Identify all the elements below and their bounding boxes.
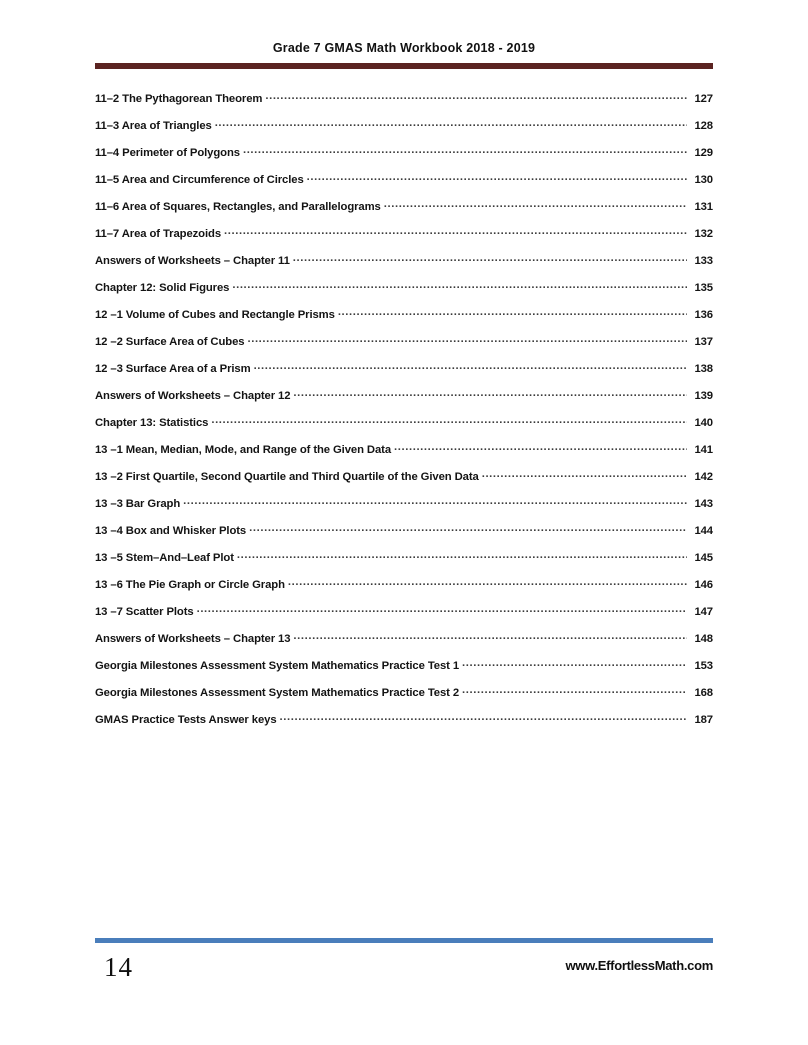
toc-entry-label: Chapter 13: Statistics: [95, 417, 209, 429]
toc-entry-label: 11–7 Area of Trapezoids: [95, 228, 221, 240]
toc-entry[interactable]: [95, 467, 713, 494]
toc-entry-page-number: 139: [694, 390, 713, 402]
toc-entry-label: 11–4 Perimeter of Polygons: [95, 147, 240, 159]
toc-entry-page-number: 153: [694, 660, 713, 672]
toc-entry-page-number: 135: [694, 282, 713, 294]
toc-entry[interactable]: [95, 305, 713, 332]
footer-divider-rule: [95, 938, 713, 943]
toc-entry[interactable]: [95, 359, 713, 386]
page-footer: [95, 938, 713, 987]
toc-leader-dots: [265, 89, 687, 102]
toc-leader-dots: [462, 656, 687, 669]
toc-entry[interactable]: [95, 575, 713, 602]
toc-leader-dots: [293, 386, 687, 399]
toc-leader-dots: [232, 278, 687, 291]
toc-entry-page-number: 142: [694, 471, 713, 483]
toc-entry-page-number: 141: [694, 444, 713, 456]
toc-leader-dots: [394, 440, 687, 453]
toc-entry-page-number: 144: [694, 525, 713, 537]
toc-entry-label: 11–3 Area of Triangles: [95, 120, 212, 132]
toc-entry[interactable]: [95, 197, 713, 224]
toc-entry[interactable]: [95, 521, 713, 548]
toc-entry-label: Answers of Worksheets – Chapter 13: [95, 633, 291, 645]
toc-entry-page-number: 137: [694, 336, 713, 348]
toc-entry-label: Georgia Milestones Assessment System Mathematics Practice Test 2: [95, 687, 460, 699]
toc-leader-dots: [482, 467, 687, 480]
toc-entry[interactable]: [95, 143, 713, 170]
toc-entry[interactable]: [95, 386, 713, 413]
toc-entry[interactable]: [95, 656, 713, 683]
toc-leader-dots: [237, 548, 687, 561]
toc-entry-label: 13 –1 Mean, Median, Mode, and Range of the Given Data: [95, 444, 392, 456]
toc-entry-label: 13 –5 Stem–And–Leaf Plot: [95, 552, 234, 564]
toc-entry-page-number: 168: [694, 687, 713, 699]
toc-entry[interactable]: [95, 629, 713, 656]
toc-entry[interactable]: [95, 332, 713, 359]
toc-entry[interactable]: [95, 710, 713, 737]
toc-entry[interactable]: [95, 278, 713, 305]
toc-entry-label: 13 –4 Box and Whisker Plots: [95, 525, 247, 537]
toc-entry-page-number: 129: [694, 147, 713, 159]
toc-entry-page-number: 136: [694, 309, 713, 321]
toc-entry-page-number: 128: [694, 120, 713, 132]
page-number: 14: [104, 952, 133, 982]
toc-entry-page-number: 138: [694, 363, 713, 375]
toc-entry-label: Answers of Worksheets – Chapter 11: [95, 255, 290, 267]
toc-entry-page-number: 130: [694, 174, 713, 186]
toc-leader-dots: [384, 197, 687, 210]
toc-entry[interactable]: [95, 683, 713, 710]
toc-leader-dots: [224, 224, 687, 237]
toc-entry-page-number: 132: [694, 228, 713, 240]
toc-leader-dots: [293, 251, 687, 264]
toc-entry-page-number: 187: [694, 714, 713, 726]
toc-entry[interactable]: [95, 89, 713, 116]
toc-leader-dots: [243, 143, 687, 156]
page-header: [95, 40, 713, 69]
toc-entry-label: 13 –6 The Pie Graph or Circle Graph: [95, 579, 285, 591]
toc-entry-page-number: 147: [694, 606, 713, 618]
toc-entry[interactable]: [95, 413, 713, 440]
toc-entry-label: 12 –1 Volume of Cubes and Rectangle Prisms: [95, 309, 335, 321]
toc-leader-dots: [280, 710, 687, 723]
toc-entry-label: 11–5 Area and Circumference of Circles: [95, 174, 304, 186]
toc-entry[interactable]: [95, 224, 713, 251]
toc-entry-label: 11–6 Area of Squares, Rectangles, and Parallelograms: [95, 201, 381, 213]
toc-entry-page-number: 146: [694, 579, 713, 591]
toc-entry[interactable]: [95, 602, 713, 629]
toc-entry-page-number: 140: [694, 417, 713, 429]
header-divider-rule: [95, 63, 713, 69]
toc-entry[interactable]: [95, 116, 713, 143]
toc-leader-dots: [197, 602, 687, 615]
toc-entry-label: Chapter 12: Solid Figures: [95, 282, 230, 294]
toc-entry-label: 12 –3 Surface Area of a Prism: [95, 363, 251, 375]
toc-entry[interactable]: [95, 548, 713, 575]
toc-entry-label: 11–2 The Pythagorean Theorem: [95, 93, 263, 105]
toc-leader-dots: [254, 359, 687, 372]
toc-leader-dots: [183, 494, 687, 507]
toc-entry-label: GMAS Practice Tests Answer keys: [95, 714, 277, 726]
table-of-contents: [95, 89, 713, 737]
toc-leader-dots: [307, 170, 687, 183]
toc-entry-label: 13 –7 Scatter Plots: [95, 606, 194, 618]
toc-entry-label: Answers of Worksheets – Chapter 12: [95, 390, 291, 402]
toc-entry-label: 13 –3 Bar Graph: [95, 498, 181, 510]
toc-leader-dots: [338, 305, 687, 318]
website-url[interactable]: www.EffortlessMath.com: [565, 958, 713, 973]
toc-entry[interactable]: [95, 440, 713, 467]
toc-entry-page-number: 148: [694, 633, 713, 645]
toc-entry-label: 12 –2 Surface Area of Cubes: [95, 336, 245, 348]
toc-entry[interactable]: [95, 170, 713, 197]
toc-entry-page-number: 127: [694, 93, 713, 105]
toc-leader-dots: [211, 413, 687, 426]
toc-entry-label: 13 –2 First Quartile, Second Quartile and Third Quartile of the Given Data: [95, 471, 479, 483]
toc-leader-dots: [215, 116, 687, 129]
toc-entry-label: Georgia Milestones Assessment System Mathematics Practice Test 1: [95, 660, 460, 672]
toc-entry-page-number: 143: [694, 498, 713, 510]
toc-entry[interactable]: [95, 251, 713, 278]
running-head-title: Grade 7 GMAS Math Workbook 2018 - 2019: [272, 41, 536, 55]
toc-entry[interactable]: [95, 494, 713, 521]
toc-entry-page-number: 145: [694, 552, 713, 564]
toc-leader-dots: [247, 332, 687, 345]
toc-leader-dots: [293, 629, 687, 642]
toc-entry-page-number: 131: [694, 201, 713, 213]
toc-leader-dots: [462, 683, 687, 696]
toc-entry-page-number: 133: [694, 255, 713, 267]
toc-leader-dots: [249, 521, 687, 534]
toc-leader-dots: [288, 575, 687, 588]
footer-row: [95, 951, 713, 987]
